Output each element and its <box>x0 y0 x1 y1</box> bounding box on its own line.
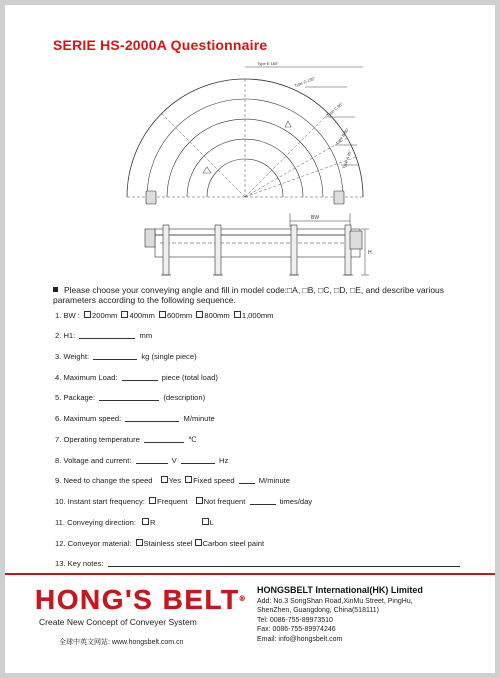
q9-label: 9. Need to change the speed <box>55 476 153 485</box>
checkbox-icon[interactable] <box>84 311 91 318</box>
q8-hz-unit: Hz <box>219 456 229 465</box>
bullet-icon <box>53 287 58 292</box>
h-label: H <box>368 250 372 256</box>
fax-line: Fax: 0086-755-89974246 <box>257 626 336 634</box>
intro-text: Please choose your conveying angle and fill in model code:□A, □B, □C, □D, □E, and describe various parameters according to the following sequence. <box>53 285 445 305</box>
q6-label: 6. Maximum speed: <box>55 414 122 423</box>
max-speed-field[interactable] <box>125 414 179 422</box>
slogan: Create New Concept of Conveyer System <box>39 617 197 627</box>
motor-side-left-icon <box>145 229 155 247</box>
checkbox-icon[interactable] <box>142 518 149 525</box>
q10-label: 10. Instant start frequency: <box>55 497 145 506</box>
q10-frequent: Frequent <box>157 497 188 506</box>
company-name: HONGSBELT International(HK) Limited <box>257 585 423 595</box>
question-material <box>55 539 264 548</box>
max-load-field[interactable] <box>122 373 158 381</box>
q10-unit: times/day <box>279 497 313 506</box>
checkbox-icon[interactable] <box>196 497 203 504</box>
checkbox-icon[interactable] <box>159 311 166 318</box>
q9-unit: M/minute <box>258 476 291 485</box>
question-h1 <box>55 331 152 340</box>
question-speed-change <box>55 476 290 485</box>
question-package <box>55 393 205 402</box>
type-a-label: Type A 45° <box>341 149 353 170</box>
times-per-day-field[interactable] <box>250 497 276 505</box>
bw-option-400: 400mm <box>129 311 155 320</box>
question-start-frequency <box>55 497 312 506</box>
conveyor-diagram <box>5 5 495 280</box>
q7-label: 7. Operating temperature <box>55 435 140 444</box>
q11-label: 11. Conveying direction: <box>55 518 136 527</box>
q3-unit: kg (single piece) <box>141 352 197 361</box>
address-block <box>257 597 413 644</box>
question-max-load <box>55 373 218 382</box>
type-c-label: Type C 90° <box>325 101 344 118</box>
footer-divider <box>5 573 495 575</box>
motor-left-icon <box>146 191 156 204</box>
type-b-label: Type B 60° <box>334 126 351 146</box>
bw-option-800: 800mm <box>204 311 230 320</box>
intro-text-block <box>53 285 458 305</box>
checkbox-icon[interactable] <box>185 476 192 483</box>
q12-carbon: Carbon steel paint <box>202 539 265 548</box>
bw-option-1000: 1,000mm <box>241 311 274 320</box>
logo-text: HONG'S BELT <box>35 584 240 615</box>
motor-right-icon <box>334 191 344 204</box>
type-e-label: Type E 180° <box>257 61 279 66</box>
bw-label: BW <box>311 215 320 221</box>
checkbox-icon[interactable] <box>161 476 168 483</box>
question-key-notes <box>55 559 462 568</box>
q12-label: 12. Conveyor material: <box>55 539 132 548</box>
page-title: SERIE HS-2000A Questionnaire <box>53 37 268 53</box>
email-line: Email: info@hongsbelt.com <box>257 635 343 643</box>
address-line: ShenZhen, Guangdong, China(518111) <box>257 607 379 615</box>
package-field[interactable] <box>99 393 159 401</box>
question-direction <box>55 518 214 527</box>
q4-label: 4. Maximum Load: <box>55 373 118 382</box>
h1-field[interactable] <box>79 331 135 339</box>
q8-volt-unit: V <box>171 456 177 465</box>
question-bw <box>55 311 274 320</box>
q4-unit: piece (total load) <box>161 373 218 382</box>
q6-unit: M/minute <box>183 414 215 423</box>
arrow-icon <box>285 121 291 127</box>
q8-label: 8. Voltage and current: <box>55 456 132 465</box>
questionnaire-sheet <box>5 5 495 673</box>
tel-line: Tel: 0086-755-89973510 <box>257 616 333 624</box>
temperature-field[interactable] <box>144 435 184 443</box>
q1-label: 1. BW : <box>55 311 80 320</box>
weight-field[interactable] <box>93 352 137 360</box>
q11-l: L <box>209 518 214 527</box>
arc-type-b <box>187 139 303 197</box>
q7-unit: ℃ <box>188 435 197 444</box>
checkbox-icon[interactable] <box>196 311 203 318</box>
voltage-field[interactable] <box>136 456 168 464</box>
checkbox-icon[interactable] <box>195 539 202 546</box>
type-d-label: Type D 135° <box>293 75 317 88</box>
q2-unit: mm <box>139 331 153 340</box>
checkbox-icon[interactable] <box>121 311 128 318</box>
q9-fixed: Fixed speed <box>193 476 235 485</box>
q10-not-frequent: Not frequent <box>203 497 246 506</box>
question-voltage <box>55 456 228 465</box>
registered-mark: ® <box>239 596 247 603</box>
q3-label: 3. Weight: <box>55 352 90 361</box>
question-weight <box>55 352 197 361</box>
current-field[interactable] <box>181 456 215 464</box>
checkbox-icon[interactable] <box>136 539 143 546</box>
q2-label: 2. H1: <box>55 331 76 340</box>
motor-side-right-icon <box>350 231 362 249</box>
q11-r: R <box>150 518 156 527</box>
bw-option-600: 600mm <box>166 311 193 320</box>
checkbox-icon[interactable] <box>149 497 156 504</box>
q5-label: 5. Package: <box>55 393 96 402</box>
question-max-speed <box>55 414 215 423</box>
bw-option-200: 200mm <box>92 311 118 320</box>
company-logo <box>35 585 246 615</box>
address-line: Add: No.3 SongShan Road,XinMu Street, PingHu, <box>257 598 413 605</box>
question-temperature <box>55 435 197 444</box>
key-notes-field[interactable] <box>108 559 460 567</box>
website-text: 全球中英文网站: www.hongsbelt.com.cn <box>59 639 184 646</box>
arc-type-d <box>147 99 343 197</box>
fixed-speed-field[interactable] <box>239 476 255 484</box>
q12-stainless: Stainless steel <box>143 539 193 548</box>
arrow-icon <box>203 167 211 173</box>
q5-unit: (description) <box>163 393 206 402</box>
checkbox-icon[interactable] <box>202 518 209 525</box>
belt-top <box>155 229 360 235</box>
q9-yes: Yes <box>168 476 182 485</box>
checkbox-icon[interactable] <box>234 311 241 318</box>
q13-label: 13. Key notes: <box>55 559 104 568</box>
